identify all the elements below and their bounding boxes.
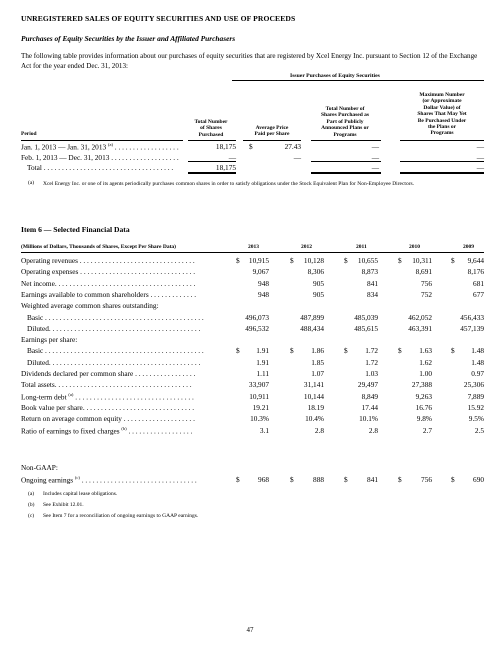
cell-avg-price: 27.43 xyxy=(284,142,301,151)
col-total-shares: Total Number of Shares Purchased xyxy=(194,119,228,138)
fin-cell: 1.03 xyxy=(365,369,378,378)
fin-row-label: Basic . . . . . . . . . . . . . . . . . . . . . . . . . . . . . . . . . . . . . . . . . . . . xyxy=(27,346,204,356)
cell-plans: — xyxy=(371,153,379,162)
ongoing-earnings-label: Ongoing earnings $^{(c)}$ . . . . . . . . . . . . . . . . . . . . . . . . . . . . . . . . xyxy=(21,475,197,485)
fin-cell: 9.5% xyxy=(468,414,484,424)
year-2012: 2012 xyxy=(301,244,312,250)
col-average-price: Average Price Paid per Share xyxy=(254,125,290,138)
fin-footnote-mark-b: (b) xyxy=(28,502,35,508)
cell-plans: — xyxy=(371,163,379,172)
fin-cell: 1.48 xyxy=(471,357,484,367)
fin-cell: 29,497 xyxy=(357,380,378,390)
ongoing-cell: 756 xyxy=(421,475,432,484)
fin-cell: 462,052 xyxy=(408,312,432,322)
fin-cell: 756 xyxy=(421,278,432,288)
group-header: Issuer Purchases of Equity Securities xyxy=(290,73,380,79)
footnote-mark: (a) xyxy=(28,180,35,186)
year-2011: 2011 xyxy=(356,244,367,250)
fin-cell: 10,915 xyxy=(248,256,269,265)
dollar-sign: $ xyxy=(398,256,402,265)
fin-cell: 485,039 xyxy=(354,312,378,322)
subtotal-rule xyxy=(188,161,236,162)
total-rule xyxy=(311,172,381,174)
fin-cell: 1.72 xyxy=(365,346,378,356)
header-rule xyxy=(400,140,484,141)
fin-cell: 496,532 xyxy=(245,323,269,333)
fin-cell: 948 xyxy=(258,289,269,299)
intro-paragraph: The following table provides information about our purchases of equity securities that are registered by Xcel Energy Inc. pursuant to Section 12 of the Exchange Act for the year ended Dec. 31, 2013: xyxy=(21,52,478,70)
cell-dollar: $ xyxy=(249,142,253,151)
cell-plans: — xyxy=(371,142,379,151)
col-max-remaining: Maximum Number (or Approximate Dollar Value) of Shares That May Yet Be Purchased Under the Plans or Programs xyxy=(417,92,467,137)
fin-cell: 841 xyxy=(367,278,378,288)
fin-row-label: Net income. . . . . . . . . . . . . . . . . . . . . . . . . . . . . . . . . . . . . . . xyxy=(21,278,196,288)
table-row: Jan. 1, 2013 — Jan. 31, 2013 $^{(a)}$ . . . . . . . . . . . . . . . . . . xyxy=(21,142,179,152)
fin-cell: 9,644 xyxy=(467,256,484,265)
fin-cell: 1.72 xyxy=(365,357,378,367)
fin-cell: 2.7 xyxy=(422,425,432,435)
total-rule xyxy=(400,172,484,174)
fin-cell: 17.44 xyxy=(361,402,378,412)
fin-cell: 487,899 xyxy=(300,312,324,322)
fin-row-label: Earnings available to common shareholders . . . . . . . . . . . . . xyxy=(21,289,197,299)
fin-row-label: Earnings per share: xyxy=(21,335,78,345)
dollar-sign: $ xyxy=(398,475,402,484)
fin-footnote-mark-a: (a) xyxy=(28,491,35,497)
ongoing-cell: 968 xyxy=(258,475,269,484)
section-heading: UNREGISTERED SALES OF EQUITY SECURITIES AND USE OF PROCEEDS xyxy=(21,14,296,23)
cell-avg-price: — xyxy=(293,153,301,162)
fin-cell: 681 xyxy=(473,278,484,288)
fin-row-label: Total assets. . . . . . . . . . . . . . . . . . . . . . . . . . . . . . . . . . . . . . xyxy=(21,380,192,390)
footnote-text: Xcel Energy Inc. or one of its agents periodically purchases common shares in order to satisfy obligations under the Stock Equivalent Plan for Non-Employee Directors. xyxy=(43,181,415,187)
fin-row-label: Weighted average common shares outstanding: xyxy=(21,301,159,311)
fin-row-label: Dividends declared per common share . . . . . . . . . . . . . . . . . xyxy=(21,369,196,378)
fin-cell: 488,434 xyxy=(300,323,324,333)
fin-cell: 1.48 xyxy=(471,346,484,356)
fin-cell: 1.91 xyxy=(256,357,269,367)
ongoing-cell: 888 xyxy=(313,475,324,484)
dollar-sign: $ xyxy=(344,256,348,265)
dollar-sign: $ xyxy=(451,475,455,484)
fin-cell: 18.19 xyxy=(307,402,324,412)
fin-cell: 25,306 xyxy=(463,380,484,390)
total-rule xyxy=(188,172,236,174)
fin-cell: 8,306 xyxy=(307,267,324,277)
cell-total: — xyxy=(228,153,236,162)
group-header-rule xyxy=(232,80,484,81)
table-row: Feb. 1, 2013 — Dec. 31, 2013 . . . . . . . . . . . . . . . . . . . xyxy=(21,153,179,162)
fin-cell: 8,849 xyxy=(361,391,378,401)
fin-row-label: Ratio of earnings to fixed charges $^{(b)}$ . . . . . . . . . . . . . . . . . . xyxy=(21,425,193,435)
fin-cell: 10,311 xyxy=(412,256,432,265)
fin-cell: 496,073 xyxy=(245,312,269,322)
fin-row-label: Return on average common equity . . . . . . . . . . . . . . . . . . . . xyxy=(21,414,195,424)
cell-max: — xyxy=(476,163,484,172)
dollar-sign: $ xyxy=(451,346,455,356)
fin-cell: 1.00 xyxy=(419,369,432,378)
fin-footnote-a: Includes capital lease obligations. xyxy=(43,491,118,497)
fin-footnote-b: See Exhibit 12.01. xyxy=(43,502,84,508)
year-2013: 2013 xyxy=(248,244,259,250)
dollar-sign: $ xyxy=(344,475,348,484)
fin-cell: 9,263 xyxy=(415,391,432,401)
header-rule xyxy=(243,140,301,141)
ongoing-cell: 690 xyxy=(473,475,484,484)
page-number: 47 xyxy=(246,626,254,634)
dollar-sign: $ xyxy=(290,475,294,484)
fin-row-label: Operating expenses . . . . . . . . . . . . . . . . . . . . . . . . . . . . . . . . xyxy=(21,267,196,277)
fin-cell: 2.8 xyxy=(314,425,324,435)
fin-cell: 16.76 xyxy=(415,402,432,412)
nongaap-label: Non-GAAP: xyxy=(21,463,58,472)
fin-cell: 10,655 xyxy=(357,256,378,265)
fin-cell: 457,139 xyxy=(460,323,484,333)
fin-footnote-mark-c: (c) xyxy=(28,513,35,519)
fin-cell: 31,141 xyxy=(303,380,324,390)
year-2010: 2010 xyxy=(409,244,420,250)
fin-cell: 752 xyxy=(421,289,432,299)
fin-cell: 10.1% xyxy=(359,414,378,424)
dollar-sign: $ xyxy=(236,256,240,265)
col-period: Period xyxy=(21,131,37,137)
fin-cell: 2.5 xyxy=(474,425,484,435)
fin-cell: 463,391 xyxy=(408,323,432,333)
fin-cell: 1.91 xyxy=(256,346,269,356)
fin-cell: 7,889 xyxy=(467,391,484,401)
table-row-total: Total . . . . . . . . . . . . . . . . . . . . . . . . . . . . . . . . . . . . xyxy=(27,163,174,172)
fin-cell: 15.92 xyxy=(467,402,484,412)
cell-total: 18,175 xyxy=(215,163,236,172)
fin-cell: 8,176 xyxy=(467,267,484,277)
fin-cell: 456,433 xyxy=(460,312,484,322)
fin-footnote-c: See Item 7 for a reconciliation of ongoing earnings to GAAP earnings. xyxy=(43,513,199,519)
fin-cell: 3.1 xyxy=(259,425,269,435)
subtotal-rule xyxy=(400,161,484,162)
fin-cell: 1.86 xyxy=(311,346,324,356)
fin-cell: 10.4% xyxy=(305,414,324,424)
fin-row-label: Book value per share. . . . . . . . . . . . . . . . . . . . . . . . . . . . . . . xyxy=(21,402,195,412)
fin-header-rule xyxy=(21,252,484,253)
cell-max: — xyxy=(476,153,484,162)
fin-cell: 10,144 xyxy=(303,391,324,401)
subtotal-rule xyxy=(311,161,381,162)
fin-header-label: (Millions of Dollars, Thousands of Shares, Except Per Share Data) xyxy=(21,244,176,250)
fin-cell: 10,128 xyxy=(303,256,324,265)
fin-cell: 27,388 xyxy=(411,380,432,390)
fin-cell: 10,911 xyxy=(249,391,269,401)
fin-row-label: Diluted. . . . . . . . . . . . . . . . . . . . . . . . . . . . . . . . . . . . . . . . . . xyxy=(27,357,201,367)
fin-cell: 677 xyxy=(473,289,484,299)
fin-cell: 8,691 xyxy=(415,267,432,277)
fin-cell: 834 xyxy=(367,289,378,299)
dollar-sign: $ xyxy=(451,256,455,265)
dollar-sign: $ xyxy=(290,256,294,265)
fin-cell: 1.62 xyxy=(419,357,432,367)
header-rule xyxy=(21,140,183,141)
fin-cell: 8,873 xyxy=(361,267,378,277)
ongoing-cell: 841 xyxy=(367,475,378,484)
header-rule xyxy=(188,140,236,141)
fin-row-label: Long-term debt $^{(a)}$ . . . . . . . . . . . . . . . . . . . . . . . . . . . . . . . . . xyxy=(21,391,194,402)
fin-cell: 948 xyxy=(258,278,269,288)
fin-cell: 905 xyxy=(313,289,324,299)
col-plans-purchased: Total Number of Shares Purchased as Part of Publicly Announced Plans or Programs xyxy=(320,106,370,138)
header-rule xyxy=(311,140,381,141)
fin-cell: 1.63 xyxy=(419,346,432,356)
fin-cell: 905 xyxy=(313,278,324,288)
fin-cell: 9,067 xyxy=(252,267,269,277)
fin-cell: 2.8 xyxy=(368,425,378,435)
subsection-heading: Purchases of Equity Securities by the Issuer and Affiliated Purchasers xyxy=(21,34,236,43)
dollar-sign: $ xyxy=(236,346,240,356)
year-2009: 2009 xyxy=(463,244,474,250)
fin-cell: 33,907 xyxy=(248,380,269,390)
cell-max: — xyxy=(476,142,484,151)
cell-total: 18,175 xyxy=(215,142,236,151)
item6-heading: Item 6 — Selected Financial Data xyxy=(21,225,130,234)
fin-cell: 9.8% xyxy=(416,414,432,424)
fin-row-label: Diluted. . . . . . . . . . . . . . . . . . . . . . . . . . . . . . . . . . . . . . . . . . xyxy=(27,323,201,333)
fin-cell: 19.21 xyxy=(252,402,269,412)
dollar-sign: $ xyxy=(290,346,294,356)
fin-cell: 0.97 xyxy=(471,369,484,378)
fin-row-label: Operating revenues . . . . . . . . . . . . . . . . . . . . . . . . . . . . . . . . xyxy=(21,256,195,265)
dollar-sign: $ xyxy=(344,346,348,356)
fin-cell: 1.11 xyxy=(256,369,269,378)
fin-cell: 1.07 xyxy=(311,369,324,378)
dollar-sign: $ xyxy=(236,475,240,484)
fin-row-label: Basic . . . . . . . . . . . . . . . . . . . . . . . . . . . . . . . . . . . . . . . . . . . . xyxy=(27,312,204,322)
fin-cell: 1.85 xyxy=(311,357,324,367)
fin-cell: 485,615 xyxy=(354,323,378,333)
dollar-sign: $ xyxy=(398,346,402,356)
fin-cell: 10.3% xyxy=(250,414,269,424)
